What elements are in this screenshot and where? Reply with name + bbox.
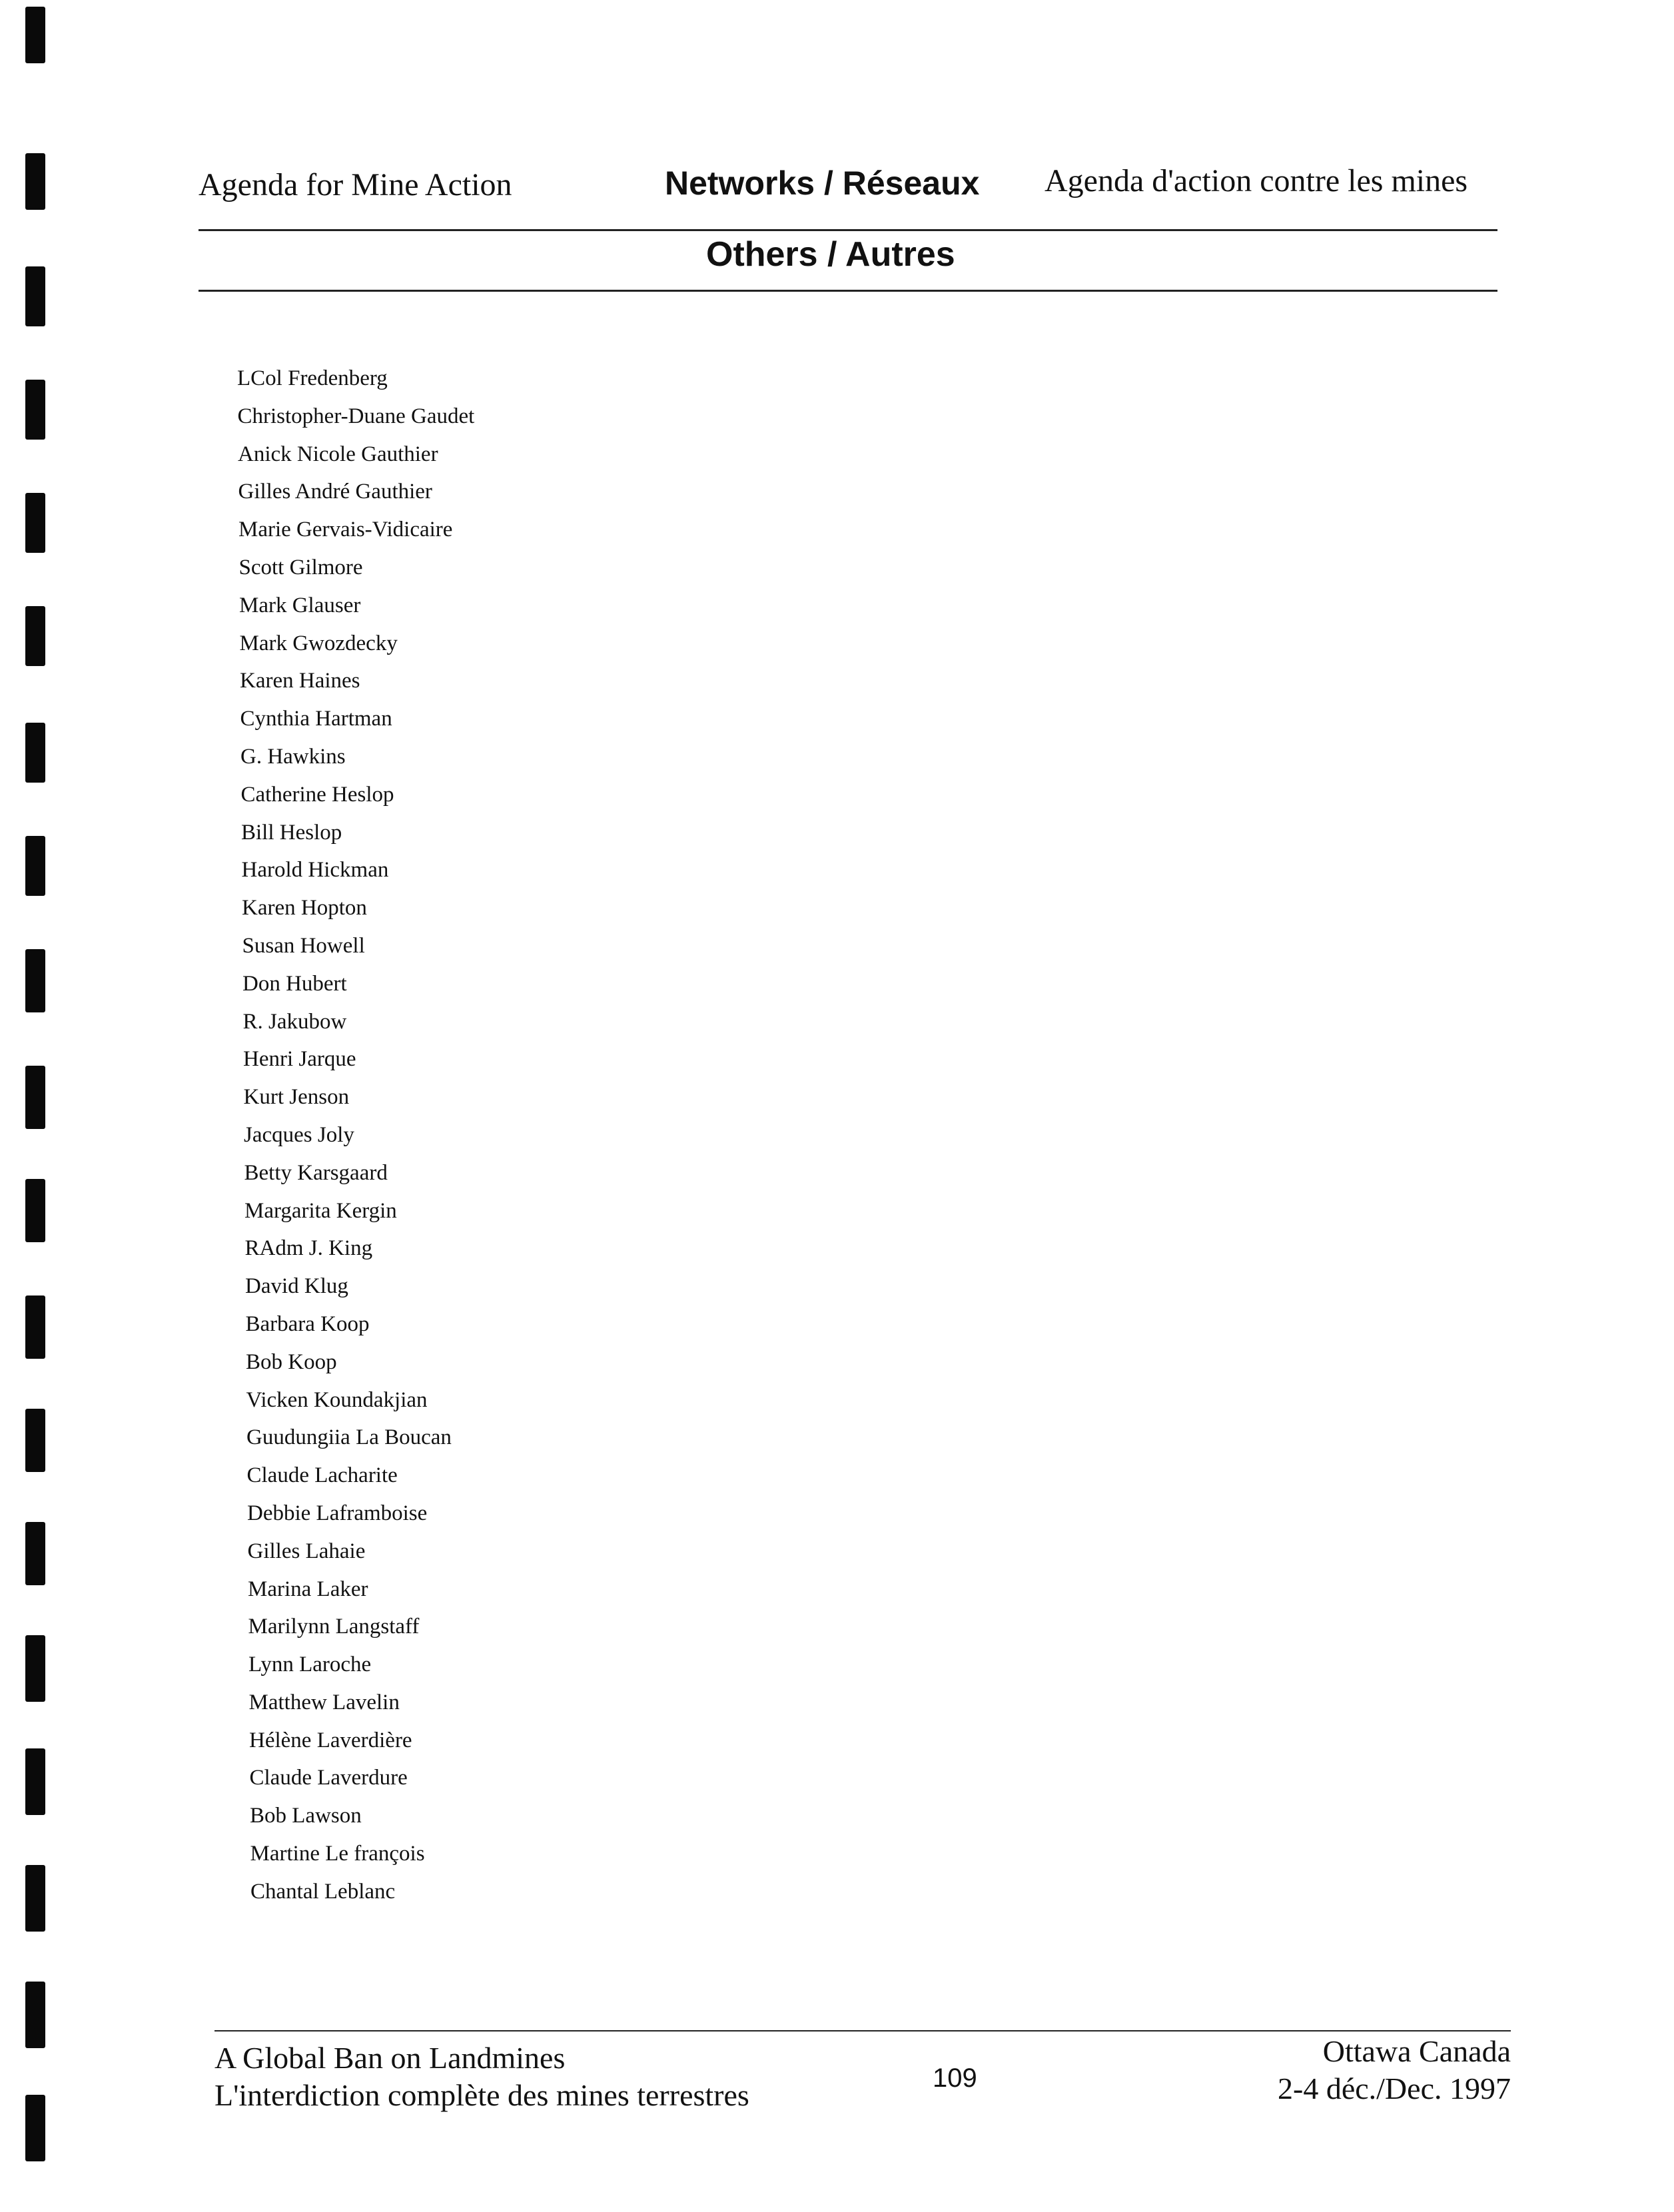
footer-location: Ottawa Canada bbox=[1322, 2034, 1511, 2068]
list-item: Debbie Laframboise bbox=[247, 1501, 428, 1525]
list-item: Matthew Lavelin bbox=[248, 1690, 400, 1714]
section-title: Others / Autres bbox=[706, 235, 955, 274]
participant-list bbox=[237, 360, 474, 1911]
list-item: Gilles Lahaie bbox=[247, 1539, 366, 1563]
list-item: Kurt Jenson bbox=[243, 1085, 350, 1110]
binding-hole bbox=[25, 1409, 45, 1472]
list-item: Cynthia Hartman bbox=[240, 707, 392, 731]
list-item: Susan Howell bbox=[242, 933, 365, 958]
binding-hole bbox=[25, 836, 45, 896]
binding-hole bbox=[25, 1066, 45, 1129]
list-item: Martine Le françois bbox=[250, 1842, 425, 1866]
list-item: Chantal Leblanc bbox=[250, 1879, 396, 1904]
list-item: Mark Gwozdecky bbox=[239, 631, 398, 655]
binding-hole bbox=[25, 266, 45, 326]
list-item: Bill Heslop bbox=[241, 820, 342, 845]
list-item: Henri Jarque bbox=[243, 1047, 356, 1072]
list-item: G. Hawkins bbox=[240, 744, 346, 769]
binding-hole bbox=[25, 7, 45, 63]
binding-hole bbox=[25, 1982, 45, 2048]
binding-hole bbox=[25, 1865, 45, 1932]
list-item: Gilles André Gauthier bbox=[238, 480, 432, 504]
binding-hole bbox=[25, 380, 45, 440]
header-center-title: Networks / Réseaux bbox=[665, 165, 980, 202]
list-item: Margarita Kergin bbox=[244, 1198, 397, 1223]
list-item: Guudungiia La Boucan bbox=[246, 1425, 452, 1450]
footer-left bbox=[214, 2039, 749, 2114]
binding-hole bbox=[25, 493, 45, 553]
list-item: Christopher-Duane Gaudet bbox=[237, 404, 475, 428]
list-item: Bob Lawson bbox=[250, 1804, 362, 1828]
binding-holes bbox=[25, 0, 52, 2212]
list-item: Karen Hopton bbox=[242, 896, 367, 921]
header-left-title: Agenda for Mine Action bbox=[199, 167, 512, 202]
footer-rule bbox=[214, 2030, 1511, 2031]
list-item: Marilynn Langstaff bbox=[248, 1615, 420, 1639]
list-item: Jacques Joly bbox=[244, 1122, 354, 1147]
list-item: Karen Haines bbox=[240, 669, 360, 693]
binding-hole bbox=[25, 1179, 45, 1242]
footer-right bbox=[1278, 2033, 1511, 2107]
list-item: David Klug bbox=[245, 1274, 348, 1299]
binding-hole bbox=[25, 606, 45, 666]
list-item: Bob Koop bbox=[246, 1349, 337, 1374]
page-header bbox=[199, 160, 1497, 213]
list-item: RAdm J. King bbox=[244, 1236, 373, 1261]
list-item: Don Hubert bbox=[242, 971, 347, 996]
list-item: Mark Glauser bbox=[239, 593, 361, 617]
binding-hole bbox=[25, 1295, 45, 1359]
binding-hole bbox=[25, 949, 45, 1012]
list-item: Marina Laker bbox=[248, 1577, 368, 1601]
header-rule-bottom bbox=[199, 290, 1497, 292]
list-item: Barbara Koop bbox=[245, 1311, 370, 1336]
binding-hole bbox=[25, 1748, 45, 1815]
binding-hole bbox=[25, 1522, 45, 1585]
list-item: Scott Gilmore bbox=[238, 555, 363, 579]
footer-event-title-en: A Global Ban on Landmines bbox=[214, 2041, 566, 2075]
list-item: Betty Karsgaard bbox=[244, 1160, 388, 1185]
list-item: Vicken Koundakjian bbox=[246, 1387, 428, 1412]
footer-event-title-fr: L'interdiction complète des mines terrestres bbox=[214, 2078, 749, 2112]
list-item: LCol Fredenberg bbox=[237, 366, 388, 390]
list-item: Hélène Laverdière bbox=[249, 1728, 412, 1752]
list-item: Catherine Heslop bbox=[240, 782, 394, 807]
header-right-title: Agenda d'action contre les mines bbox=[1045, 163, 1468, 198]
list-item: Claude Laverdure bbox=[249, 1766, 408, 1790]
binding-hole bbox=[25, 2095, 45, 2161]
header-rule-top bbox=[199, 229, 1497, 231]
page-number: 109 bbox=[933, 2063, 977, 2093]
list-item: Harold Hickman bbox=[241, 858, 389, 883]
list-item: Lynn Laroche bbox=[248, 1653, 372, 1677]
binding-hole bbox=[25, 1635, 45, 1702]
list-item: Marie Gervais-Vidicaire bbox=[238, 518, 453, 542]
binding-hole bbox=[25, 723, 45, 783]
list-item: R. Jakubow bbox=[242, 1009, 347, 1034]
footer-date: 2-4 déc./Dec. 1997 bbox=[1278, 2071, 1511, 2105]
binding-hole bbox=[25, 153, 45, 210]
list-item: Anick Nicole Gauthier bbox=[238, 442, 438, 466]
list-item: Claude Lacharite bbox=[246, 1463, 398, 1488]
